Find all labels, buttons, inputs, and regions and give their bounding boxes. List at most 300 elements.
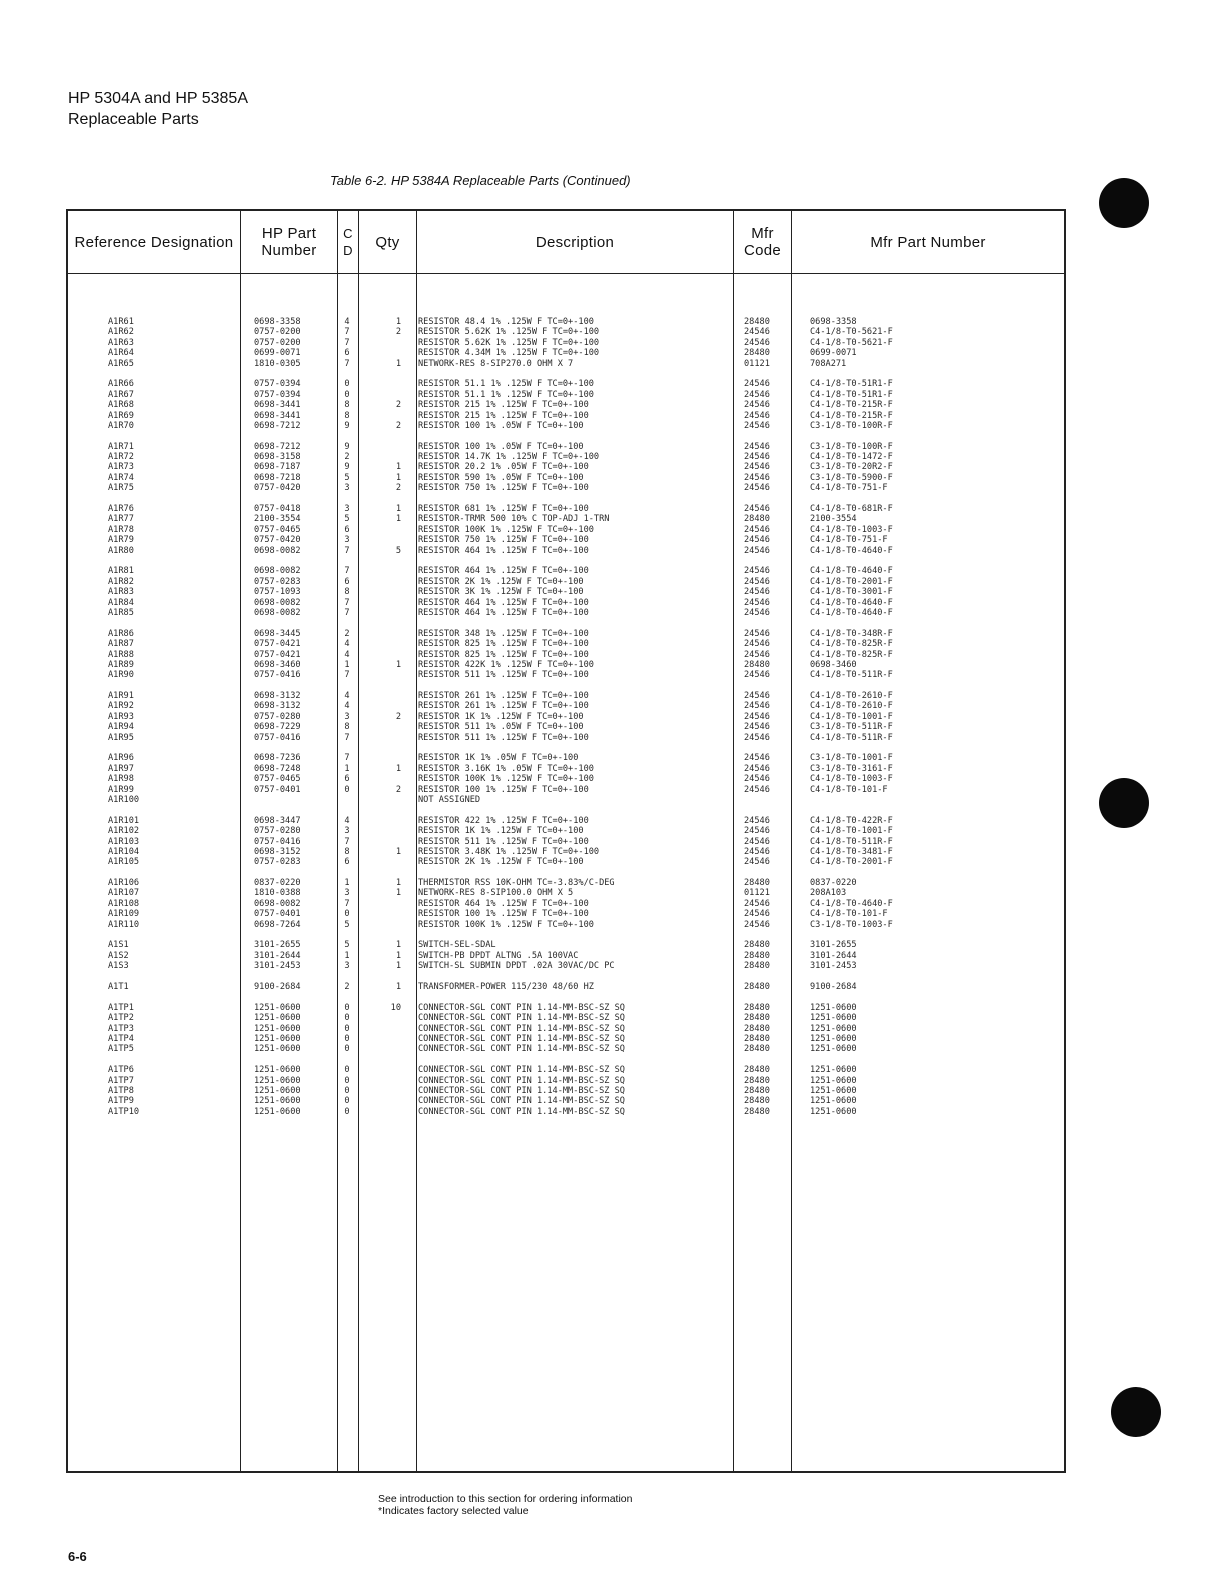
mfr-part-number: C4-1/8-T0-511R-F <box>810 836 893 847</box>
description: CONNECTOR-SGL CONT PIN 1.14-MM-BSC-SZ SQ <box>418 1106 625 1117</box>
mfr-part-number: 0699-0071 <box>810 348 857 359</box>
description: RESISTOR 5.62K 1% .125W F TC=0+-100 <box>418 327 600 338</box>
description: NOT ASSIGNED <box>418 794 481 805</box>
cd-digit: 0 <box>344 909 350 920</box>
cd-digit: 4 <box>344 649 350 660</box>
group-spacer <box>68 992 1064 1002</box>
mfr-code: 24546 <box>744 327 770 338</box>
mfr-part-number: C4-1/8-T0-4640-F <box>810 566 893 577</box>
cd-digit: 0 <box>344 1075 350 1086</box>
mfr-code: 24546 <box>744 774 770 785</box>
mfr-part-number: 1251-0600 <box>810 1023 857 1034</box>
hp-part-number: 0757-0283 <box>254 576 301 587</box>
mfr-code: 24546 <box>744 535 770 546</box>
cd-digit: 1 <box>344 878 350 889</box>
quantity: 2 <box>395 327 401 338</box>
ref-designation: A1R71 <box>108 441 134 452</box>
table-row <box>68 816 1064 826</box>
ref-designation: A1R77 <box>108 514 134 525</box>
cd-digit: 7 <box>344 358 350 369</box>
group-spacer <box>68 743 1064 753</box>
mfr-part-number: 0837-0220 <box>810 878 857 889</box>
mfr-code: 24546 <box>744 846 770 857</box>
mfr-code: 24546 <box>744 597 770 608</box>
hp-part-number: 0757-0418 <box>254 504 301 515</box>
description: RESISTOR 215 1% .125W F TC=0+-100 <box>418 400 589 411</box>
description: RESISTOR 2K 1% .125W F TC=0+-100 <box>418 576 584 587</box>
cd-digit: 0 <box>344 1065 350 1076</box>
ref-designation: A1S3 <box>108 961 129 972</box>
hp-part-number: 0698-7218 <box>254 472 301 483</box>
hp-part-number: 0757-1093 <box>254 587 301 598</box>
ref-designation: A1R102 <box>108 826 140 837</box>
quantity: 2 <box>395 420 401 431</box>
hp-part-number: 0698-7248 <box>254 763 301 774</box>
ref-designation: A1R98 <box>108 774 134 785</box>
mfr-code: 24546 <box>744 815 770 826</box>
mfr-code: 01121 <box>744 888 770 899</box>
mfr-code: 24546 <box>744 452 770 463</box>
hp-part-number: 3101-2644 <box>254 950 301 961</box>
mfr-part-number: C4-1/8-T0-348R-F <box>810 628 893 639</box>
cd-digit: 0 <box>344 389 350 400</box>
cd-digit: 7 <box>344 670 350 681</box>
mfr-code: 24546 <box>744 711 770 722</box>
hp-part-number: 0757-0401 <box>254 909 301 920</box>
mfr-part-number: C4-1/8-T0-2001-F <box>810 857 893 868</box>
ref-designation: A1R79 <box>108 535 134 546</box>
mfr-code: 28480 <box>744 1013 770 1024</box>
ref-designation: A1R63 <box>108 337 134 348</box>
mfr-part-number: C4-1/8-T0-825R-F <box>810 639 893 650</box>
description: RESISTOR 422K 1% .125W F TC=0+-100 <box>418 659 594 670</box>
description: RESISTOR 348 1% .125W F TC=0+-100 <box>418 628 589 639</box>
mfr-code: 24546 <box>744 587 770 598</box>
mfr-code: 24546 <box>744 524 770 535</box>
description: RESISTOR 825 1% .125W F TC=0+-100 <box>418 649 589 660</box>
mfr-part-number: C4-1/8-T0-1472-F <box>810 452 893 463</box>
table-row <box>68 1096 1064 1106</box>
mfr-code: 24546 <box>744 576 770 587</box>
hp-part-number: 0757-0465 <box>254 524 301 535</box>
description: RESISTOR 511 1% .125W F TC=0+-100 <box>418 670 589 681</box>
quantity: 1 <box>395 514 401 525</box>
cd-digit: 0 <box>344 1085 350 1096</box>
hp-part-number: 1251-0600 <box>254 1013 301 1024</box>
table-row <box>68 733 1064 743</box>
description: NETWORK-RES 8-SIP270.0 OHM X 7 <box>418 358 574 369</box>
hp-part-number: 1251-0600 <box>254 1023 301 1034</box>
mfr-code: 24546 <box>744 545 770 556</box>
hp-part-number: 0698-3460 <box>254 659 301 670</box>
ref-designation: A1R85 <box>108 607 134 618</box>
cd-digit: 7 <box>344 607 350 618</box>
ref-designation: A1TP10 <box>108 1106 140 1117</box>
hp-part-number: 0698-7212 <box>254 420 301 431</box>
ref-designation: A1R81 <box>108 566 134 577</box>
cd-digit: 7 <box>344 545 350 556</box>
cd-digit: 5 <box>344 472 350 483</box>
mfr-part-number: C4-1/8-T0-4640-F <box>810 607 893 618</box>
mfr-code: 24546 <box>744 400 770 411</box>
mfr-part-number: 9100-2684 <box>810 982 857 992</box>
hp-part-number: 0699-0071 <box>254 348 301 359</box>
mfr-part-number: C4-1/8-T0-2610-F <box>810 691 893 702</box>
description: RESISTOR-TRMR 500 10% C TOP-ADJ 1-TRN <box>418 514 610 525</box>
table-row <box>68 774 1064 784</box>
mfr-part-number: C3-1/8-T0-5900-F <box>810 472 893 483</box>
description: RESISTOR 261 1% .125W F TC=0+-100 <box>418 691 589 702</box>
hp-part-number: 0757-0280 <box>254 826 301 837</box>
description: RESISTOR 3K 1% .125W F TC=0+-100 <box>418 587 584 598</box>
table-row <box>68 670 1064 680</box>
hp-part-number: 0837-0220 <box>254 878 301 889</box>
cd-digit: 7 <box>344 753 350 764</box>
mfr-code: 24546 <box>744 763 770 774</box>
mfr-part-number: 1251-0600 <box>810 1065 857 1076</box>
ref-designation: A1R86 <box>108 628 134 639</box>
mfr-part-number: 2100-3554 <box>810 514 857 525</box>
mfr-code: 24546 <box>744 649 770 660</box>
hp-part-number: 0698-7229 <box>254 722 301 733</box>
cd-digit: 4 <box>344 701 350 712</box>
table-row <box>68 951 1064 961</box>
mfr-part-number: C4-1/8-T0-101-F <box>810 909 888 920</box>
ref-designation: A1TP3 <box>108 1023 134 1034</box>
ref-designation: A1R68 <box>108 400 134 411</box>
mfr-part-number: C3-1/8-T0-100R-F <box>810 441 893 452</box>
ref-designation: A1R91 <box>108 691 134 702</box>
col-header-cd: C D <box>343 226 353 258</box>
table-row <box>68 961 1064 971</box>
running-header <box>68 88 248 130</box>
table-row <box>68 837 1064 847</box>
ref-designation: A1T1 <box>108 982 129 992</box>
hp-part-number: 2100-3554 <box>254 514 301 525</box>
mfr-part-number: C3-1/8-T0-511R-F <box>810 722 893 733</box>
mfr-code: 28480 <box>744 950 770 961</box>
mfr-code: 28480 <box>744 1002 770 1013</box>
table-row <box>68 442 1064 452</box>
description: RESISTOR 3.16K 1% .05W F TC=0+-100 <box>418 763 594 774</box>
ref-designation: A1R75 <box>108 483 134 494</box>
ref-designation: A1TP4 <box>108 1033 134 1044</box>
table-row <box>68 608 1064 618</box>
ref-designation: A1R67 <box>108 389 134 400</box>
mfr-code: 24546 <box>744 504 770 515</box>
ref-designation: A1R61 <box>108 317 134 327</box>
table-row <box>68 546 1064 556</box>
header-model: HP 5304A and HP 5385A <box>68 90 248 107</box>
description: RESISTOR 20.2 1% .05W F TC=0+-100 <box>418 462 589 473</box>
ref-designation: A1R109 <box>108 909 140 920</box>
cd-digit: 3 <box>344 826 350 837</box>
table-row <box>68 785 1064 795</box>
quantity: 1 <box>395 472 401 483</box>
mfr-code: 28480 <box>744 1033 770 1044</box>
hp-part-number: 1251-0600 <box>254 1106 301 1117</box>
cd-digit: 6 <box>344 576 350 587</box>
ref-designation: A1S1 <box>108 940 129 951</box>
mfr-code: 24546 <box>744 607 770 618</box>
cd-digit: 6 <box>344 774 350 785</box>
description: SWITCH-SEL-SDAL <box>418 940 496 951</box>
page-number: 6-6 <box>68 1549 87 1564</box>
table-row <box>68 390 1064 400</box>
description: CONNECTOR-SGL CONT PIN 1.14-MM-BSC-SZ SQ <box>418 1033 625 1044</box>
hp-part-number: 0698-3152 <box>254 846 301 857</box>
mfr-part-number: C4-1/8-T0-422R-F <box>810 815 893 826</box>
description: RESISTOR 100K 1% .125W F TC=0+-100 <box>418 524 594 535</box>
mfr-part-number: 1251-0600 <box>810 1002 857 1013</box>
mfr-code: 28480 <box>744 659 770 670</box>
table-row <box>68 650 1064 660</box>
hp-part-number: 0698-7264 <box>254 919 301 930</box>
description: CONNECTOR-SGL CONT PIN 1.14-MM-BSC-SZ SQ <box>418 1044 625 1055</box>
table-row <box>68 338 1064 348</box>
table-row <box>68 712 1064 722</box>
table-row <box>68 660 1064 670</box>
ref-designation: A1R74 <box>108 472 134 483</box>
hp-part-number: 0757-0416 <box>254 732 301 743</box>
quantity: 1 <box>395 878 401 889</box>
ref-designation: A1TP8 <box>108 1085 134 1096</box>
mfr-code: 24546 <box>744 898 770 909</box>
description: RESISTOR 511 1% .125W F TC=0+-100 <box>418 732 589 743</box>
ref-designation: A1R93 <box>108 711 134 722</box>
mfr-part-number: C4-1/8-T0-825R-F <box>810 649 893 660</box>
description: RESISTOR 1K 1% .125W F TC=0+-100 <box>418 711 584 722</box>
table-row <box>68 462 1064 472</box>
table-row <box>68 629 1064 639</box>
ref-designation: A1R70 <box>108 420 134 431</box>
mfr-part-number: C4-1/8-T0-215R-F <box>810 400 893 411</box>
description: RESISTOR 464 1% .125W F TC=0+-100 <box>418 898 589 909</box>
ref-designation: A1R66 <box>108 379 134 390</box>
hp-part-number: 0757-0200 <box>254 337 301 348</box>
description: RESISTOR 750 1% .125W F TC=0+-100 <box>418 483 589 494</box>
mfr-code: 28480 <box>744 348 770 359</box>
cd-digit: 0 <box>344 379 350 390</box>
mfr-code: 24546 <box>744 462 770 473</box>
quantity: 1 <box>395 358 401 369</box>
ref-designation: A1R94 <box>108 722 134 733</box>
cd-digit: 8 <box>344 846 350 857</box>
quantity: 2 <box>395 400 401 411</box>
ref-designation: A1TP6 <box>108 1065 134 1076</box>
ref-designation: A1R80 <box>108 545 134 556</box>
ref-designation: A1R92 <box>108 701 134 712</box>
mfr-part-number: C4-1/8-T0-511R-F <box>810 732 893 743</box>
cd-digit: 3 <box>344 888 350 899</box>
table-row <box>68 535 1064 545</box>
table-row <box>68 1003 1064 1013</box>
header-rule <box>68 273 1064 274</box>
table-row <box>68 327 1064 337</box>
col-header-reference: Reference Designation <box>74 233 234 251</box>
table-row <box>68 1065 1064 1075</box>
cd-digit: 3 <box>344 961 350 972</box>
ref-designation: A1R73 <box>108 462 134 473</box>
ref-designation: A1R108 <box>108 898 140 909</box>
ref-designation: A1R96 <box>108 753 134 764</box>
mfr-code: 28480 <box>744 1096 770 1107</box>
mfr-code: 24546 <box>744 701 770 712</box>
quantity: 2 <box>395 483 401 494</box>
group-spacer <box>68 369 1064 379</box>
description: RESISTOR 422 1% .125W F TC=0+-100 <box>418 815 589 826</box>
group-spacer <box>68 681 1064 691</box>
ref-designation: A1R76 <box>108 504 134 515</box>
cd-digit: 6 <box>344 524 350 535</box>
cd-digit: 7 <box>344 732 350 743</box>
description: CONNECTOR-SGL CONT PIN 1.14-MM-BSC-SZ SQ <box>418 1065 625 1076</box>
description: RESISTOR 100K 1% .125W F TC=0+-100 <box>418 774 594 785</box>
hp-part-number: 1251-0600 <box>254 1044 301 1055</box>
table-row <box>68 473 1064 483</box>
description: RESISTOR 1K 1% .05W F TC=0+-100 <box>418 753 579 764</box>
mfr-part-number: 3101-2655 <box>810 940 857 951</box>
hp-part-number: 0757-0420 <box>254 483 301 494</box>
hp-part-number: 0698-0082 <box>254 545 301 556</box>
mfr-part-number: C4-1/8-T0-1001-F <box>810 826 893 837</box>
cd-digit: 1 <box>344 950 350 961</box>
mfr-code: 28480 <box>744 1023 770 1034</box>
group-spacer <box>68 805 1064 815</box>
ref-designation: A1R101 <box>108 815 140 826</box>
mfr-part-number: C4-1/8-T0-1003-F <box>810 774 893 785</box>
table-row <box>68 598 1064 608</box>
hp-part-number: 1251-0600 <box>254 1096 301 1107</box>
quantity: 1 <box>395 317 401 327</box>
quantity: 1 <box>395 763 401 774</box>
mfr-code: 24546 <box>744 639 770 650</box>
description: THERMISTOR RSS 10K-OHM TC=-3.83%/C-DEG <box>418 878 615 889</box>
table-row <box>68 1034 1064 1044</box>
mfr-part-number: C3-1/8-T0-3161-F <box>810 763 893 774</box>
hp-part-number: 0698-3358 <box>254 317 301 327</box>
cd-digit: 3 <box>344 483 350 494</box>
description: RESISTOR 750 1% .125W F TC=0+-100 <box>418 535 589 546</box>
mfr-part-number: C4-1/8-T0-2001-F <box>810 576 893 587</box>
cd-digit: 3 <box>344 504 350 515</box>
description: RESISTOR 590 1% .05W F TC=0+-100 <box>418 472 584 483</box>
mfr-code: 28480 <box>744 317 770 327</box>
mfr-code: 28480 <box>744 878 770 889</box>
description: CONNECTOR-SGL CONT PIN 1.14-MM-BSC-SZ SQ <box>418 1023 625 1034</box>
ref-designation: A1TP2 <box>108 1013 134 1024</box>
mfr-part-number: C4-1/8-T0-4640-F <box>810 597 893 608</box>
table-row <box>68 847 1064 857</box>
ref-designation: A1R87 <box>108 639 134 650</box>
hp-part-number: 0757-0416 <box>254 670 301 681</box>
cd-digit: 8 <box>344 722 350 733</box>
table-row <box>68 764 1064 774</box>
mfr-part-number: C4-1/8-T0-511R-F <box>810 670 893 681</box>
ref-designation: A1TP7 <box>108 1075 134 1086</box>
ref-designation: A1R104 <box>108 846 140 857</box>
mfr-code: 24546 <box>744 337 770 348</box>
description: RESISTOR 100K 1% .125W F TC=0+-100 <box>418 919 594 930</box>
cd-digit: 2 <box>344 982 350 992</box>
mfr-part-number: 1251-0600 <box>810 1075 857 1086</box>
quantity: 1 <box>395 462 401 473</box>
table-row <box>68 483 1064 493</box>
description: RESISTOR 464 1% .125W F TC=0+-100 <box>418 566 589 577</box>
cd-digit: 9 <box>344 420 350 431</box>
ref-designation: A1R69 <box>108 410 134 421</box>
mfr-part-number: 1251-0600 <box>810 1085 857 1096</box>
table-row <box>68 753 1064 763</box>
binder-hole <box>1111 1387 1161 1437</box>
cd-digit: 0 <box>344 1013 350 1024</box>
description: RESISTOR 5.62K 1% .125W F TC=0+-100 <box>418 337 600 348</box>
description: RESISTOR 511 1% .125W F TC=0+-100 <box>418 836 589 847</box>
mfr-part-number: C4-1/8-T0-3001-F <box>810 587 893 598</box>
hp-part-number: 0757-0416 <box>254 836 301 847</box>
description: SWITCH-PB DPDT ALTNG .5A 100VAC <box>418 950 579 961</box>
description: RESISTOR 464 1% .125W F TC=0+-100 <box>418 607 589 618</box>
table-row <box>68 514 1064 524</box>
hp-part-number: 0698-3447 <box>254 815 301 826</box>
mfr-part-number: 3101-2453 <box>810 961 857 972</box>
mfr-code: 24546 <box>744 722 770 733</box>
hp-part-number: 1251-0600 <box>254 1065 301 1076</box>
cd-digit: 8 <box>344 410 350 421</box>
mfr-code: 28480 <box>744 961 770 972</box>
cd-digit: 1 <box>344 763 350 774</box>
mfr-code: 28480 <box>744 1065 770 1076</box>
cd-digit: 0 <box>344 1106 350 1117</box>
hp-part-number: 0757-0394 <box>254 389 301 400</box>
ref-designation: A1R106 <box>108 878 140 889</box>
mfr-part-number: C3-1/8-T0-100R-F <box>810 420 893 431</box>
mfr-part-number: 708A271 <box>810 358 847 369</box>
parts-rows <box>68 317 1064 1117</box>
hp-part-number: 0757-0394 <box>254 379 301 390</box>
description: RESISTOR 511 1% .05W F TC=0+-100 <box>418 722 584 733</box>
description: CONNECTOR-SGL CONT PIN 1.14-MM-BSC-SZ SQ <box>418 1075 625 1086</box>
hp-part-number: 0757-0280 <box>254 711 301 722</box>
cd-digit: 7 <box>344 327 350 338</box>
hp-part-number: 0698-0082 <box>254 898 301 909</box>
footnote-ordering: See introduction to this section for ordering information <box>378 1493 633 1505</box>
cd-digit: 3 <box>344 535 350 546</box>
table-row <box>68 379 1064 389</box>
col-header-qty: Qty <box>375 233 400 251</box>
table-row <box>68 411 1064 421</box>
mfr-part-number: C4-1/8-T0-5621-F <box>810 327 893 338</box>
description: RESISTOR 100 1% .05W F TC=0+-100 <box>418 420 584 431</box>
table-row <box>68 359 1064 369</box>
hp-part-number: 0757-0421 <box>254 639 301 650</box>
mfr-code: 24546 <box>744 670 770 681</box>
mfr-part-number: C4-1/8-T0-1001-F <box>810 711 893 722</box>
cd-digit: 7 <box>344 337 350 348</box>
mfr-part-number: 0698-3358 <box>810 317 857 327</box>
cd-digit: 5 <box>344 514 350 525</box>
hp-part-number: 0698-0082 <box>254 597 301 608</box>
cd-digit: 0 <box>344 1044 350 1055</box>
description: RESISTOR 4.34M 1% .125W F TC=0+-100 <box>418 348 600 359</box>
hp-part-number: 0757-0420 <box>254 535 301 546</box>
mfr-part-number: 1251-0600 <box>810 1013 857 1024</box>
footnote <box>378 1493 632 1517</box>
table-row <box>68 587 1064 597</box>
cd-digit: 7 <box>344 836 350 847</box>
description: RESISTOR 51.1 1% .125W F TC=0+-100 <box>418 389 594 400</box>
ref-designation: A1R99 <box>108 784 134 795</box>
